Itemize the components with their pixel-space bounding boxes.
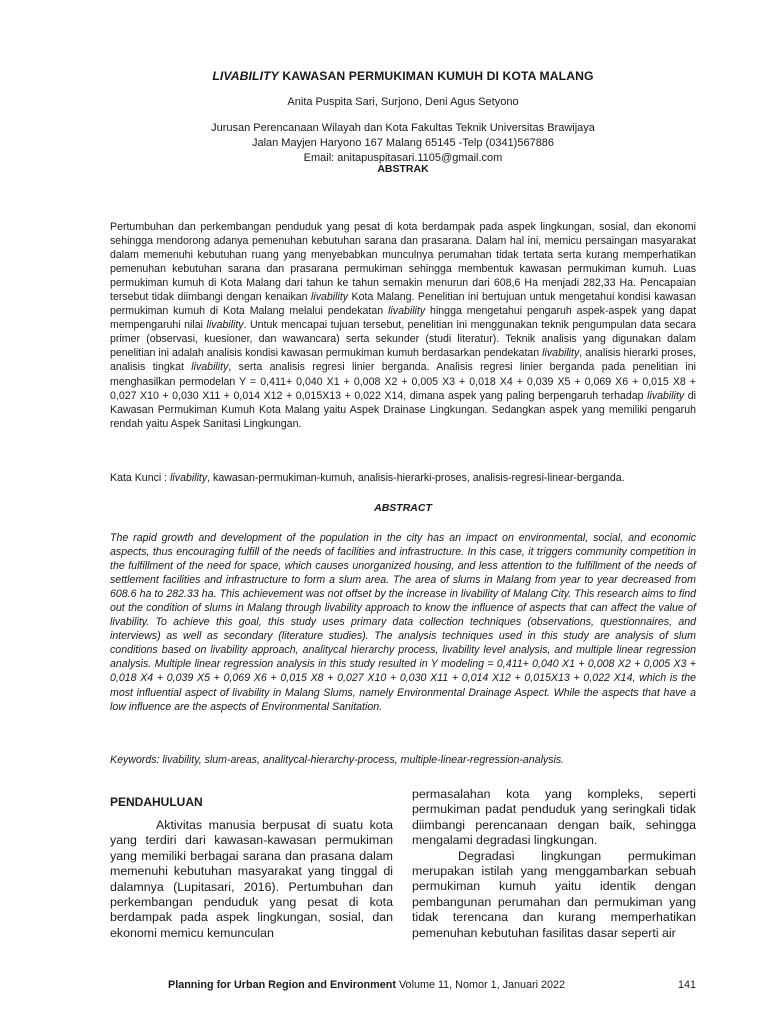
- kata-kunci-italic: livability: [170, 472, 208, 484]
- body-paragraph: Aktivitas manusia berpusat di suatu kota yang terdiri dari kawasan-kawasan permukiman yang memiliki berbagai sarana dan prasana dalam memenuhi kebutuhan masyarakat yang tinggal di dalamnya (Lupitasari, 2016). Pertumbuhan dan perkembangan penduduk yang pesat di kota berdampak pada aspek lingkungan, sosial, dan ekonomi memicu kemunculan: [110, 818, 393, 940]
- journal-footer: [168, 979, 565, 991]
- body-paragraph: permasalahan kota yang kompleks, seperti permukiman padat penduduk yang seringkali tidak diimbangi perencanaan dengan baik, sehingga mengalami degradasi lingkungan.: [412, 787, 696, 848]
- abstrak-text: Kota Malang. Penelitian ini bertujuan untuk mengetahui kondisi kawasan permukiman kumuh di Kota Malang melalui pendekatan: [110, 291, 696, 318]
- abstrak-text: . Untuk mencapai tujuan tersebut, penelitian ini menggunakan teknik pengumpulan data secara primer (observasi, kuesioner, dan wawancara) serta sekunder (studi literatur). Teknik analisis yang digunakan dalam penelitian ini adalah analisis kondisi kawasan permukiman kumuh berdasarkan pendekatan: [110, 319, 696, 360]
- abstract-body: The rapid growth and development of the population in the city has an impact on environmental, social, and economic aspects, thus encouraging fulfill of the needs of facilities and infrastructure. In this case, it triggers community competition in the fulfillment of the need for space, which causes unorganized housing, and less attention to the fulfillment of the needs of settlement facilities and infrastructure to form a slum area. The area of slums in Malang from year to year decreased from 608.6 ha to 282.33 ha. This achievement was not offset by the increase in livability of Malang City. This research aims to find out the condition of slums in Malang through livability approach to know the influence of aspects that can affect the value of livability. To achieve this goal, this study uses primary data collection techniques (observations, questionnaires, and interviews) as well as secondary (literature studies). The analysis techniques used in this study are analysis of slum conditions based on livability approach, analitycal hierarchy process, livability level analysis, and multiple linear regression analysis. Multiple linear regression analysis in this study resulted in Y modeling = 0,411+ 0,040 X1 + 0,008 X2 + 0,005 X3 + 0,018 X4 + 0,039 X5 + 0,069 X6 + 0,015 X8 + 0,027 X10 + 0,030 X11 + 0,014 X12 + 0,015X13 + 0,022 X14, which is the most influential aspect of livability in Malang Slums, namely Environmental Drainage Aspect. While the aspects that have a low influence are the aspects of Environmental Sanitation.: [110, 532, 696, 713]
- authors: Anita Puspita Sari, Surjono, Deni Agus Setyono: [287, 96, 519, 108]
- title-italic-word: LIVABILITY: [212, 69, 279, 83]
- paper-title: [110, 69, 696, 83]
- abstrak-text: hingga mengetahui pengaruh aspek-aspek yang dapat mempengaruhi nilai: [110, 305, 697, 332]
- abstrak-italic-term: livability: [388, 305, 426, 318]
- journal-issue: Volume 11, Nomor 1, Januari 2022: [395, 979, 566, 991]
- section-heading-pendahuluan: PENDAHULUAN: [110, 795, 203, 809]
- body-right-column: [412, 787, 696, 941]
- affiliation-address: Jalan Mayjen Haryono 167 Malang 65145 -Telp (0341)567886: [251, 137, 555, 149]
- kata-kunci: [110, 472, 696, 484]
- abstrak-italic-term: livability: [191, 361, 229, 374]
- abstrak-text: di Kawasan Permukiman Kumuh Kota Malang yaitu Aspek Drainase Lingkungan. Sedangkan aspek yang memiliki pengaruh rendah yaitu Aspek Sanitasi Lingkungan.: [110, 389, 696, 430]
- journal-name: Planning for Urban Region and Environment: [168, 979, 396, 991]
- page-number: 141: [678, 979, 697, 991]
- affiliation: [110, 121, 696, 166]
- affiliation-institution: Jurusan Perencanaan Wilayah dan Kota Fakultas Teknik Universitas Brawijaya: [211, 122, 595, 134]
- abstrak-italic-term: livability: [542, 347, 580, 360]
- affiliation-email: Email: anitapuspitasari.1105@gmail.com: [303, 152, 503, 164]
- abstrak-italic-term: livability: [311, 291, 349, 304]
- abstrak-italic-term: livability: [206, 319, 244, 332]
- abstrak-body: [110, 220, 696, 431]
- abstrak-text: , serta analisis regresi linier berganda. Analisis regresi linier berganda pada penelitian ini menghasilkan permodelan Y = 0,411+ 0,040 X1 + 0,008 X2 + 0,005 X3 + 0,018 X4 + 0,039 X5 + 0,069 X6 + 0,015 X8 + 0,027 X10 + 0,030 X11 + 0,014 X12 + 0,015X13 + 0,022 X14, dimana aspek yang paling berpengaruh terhadap: [110, 361, 696, 402]
- abstract-heading: ABSTRACT: [374, 502, 432, 514]
- abstrak-heading: ABSTRAK: [377, 163, 429, 175]
- keywords: Keywords: livability, slum-areas, analitycal-hierarchy-process, multiple-linear-regression-analysis.: [110, 754, 565, 766]
- abstrak-italic-term: livability: [647, 389, 685, 402]
- body-paragraph: Degradasi lingkungan permukiman merupakan istilah yang menggambarkan sebuah permukiman kumuh yaitu identik dengan pembangunan perumahan dan permukiman yang tidak terencana dan kurang memperhatikan pemenuhan kebutuhan fasilitas dasar seperti air: [412, 848, 696, 940]
- kata-kunci-list: , kawasan-permukiman-kumuh, analisis-hierarki-proses, analisis-regresi-linear-berganda.: [207, 472, 625, 484]
- abstrak-text: Pertumbuhan dan perkembangan penduduk yang pesat di kota berdampak pada aspek lingkungan, sosial, dan ekonomi sehingga mendorong adanya pemenuhan kebutuhan sarana dan prasarana. Dalam hal ini, memicu persaingan masyarakat dalam memenuhi kebutuhan ruang yang menyebabkan munculnya perumahan tidak tertata serta kurang memperhatikan pemenuhan kebutuhan sarana dan prasarana permukiman sehingga membentuk kawasan permukiman kumuh. Luas permukiman kumuh di Kota Malang dari tahun ke tahun semakin menurun dari 608,6 Ha menjadi 282,33 Ha. Pencapaian tersebut tidak diimbangi dengan kenaikan: [110, 221, 696, 304]
- abstrak-text: , analisis hierarki proses, analisis tingkat: [110, 347, 696, 374]
- title-text: KAWASAN PERMUKIMAN KUMUH DI KOTA MALANG: [278, 69, 594, 83]
- kata-kunci-label: Kata Kunci :: [110, 472, 171, 484]
- body-left-column: [110, 818, 393, 941]
